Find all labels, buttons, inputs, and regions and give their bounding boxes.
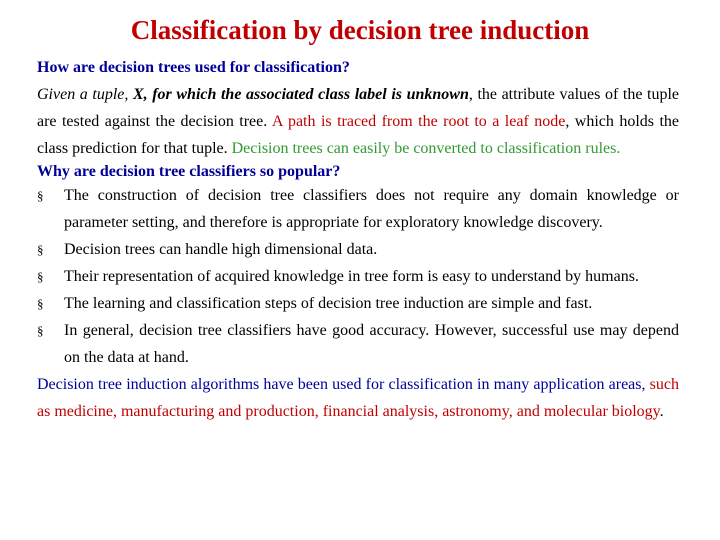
closing-blue: Decision tree induction algorithms have been used for classification in many application areas, [37, 376, 646, 393]
intro-path: A path is traced from the root to a leaf node [271, 113, 566, 130]
square-bullet-icon: § [37, 296, 44, 311]
list-item [37, 236, 679, 263]
question-how-used: How are decision trees used for classification? [37, 59, 350, 76]
reasons-list [37, 182, 679, 371]
bullet-text: The construction of decision tree classifiers does not require any domain knowledge or parameter setting, and therefore is appropriate for exploratory knowledge discovery. [64, 187, 679, 231]
square-bullet-icon: § [37, 323, 44, 338]
closing-end: . [659, 403, 664, 420]
slide-title: Classification by decision tree induction [130, 15, 590, 45]
intro-holds: , which holds the class prediction for that tuple. [37, 113, 679, 157]
question-why-popular: Why are decision tree classifiers so popular? [37, 163, 341, 180]
intro-paragraph [37, 81, 679, 162]
intro-given: Given a tuple, [37, 86, 133, 103]
closing-paragraph [37, 371, 679, 425]
bullet-text: Their representation of acquired knowledge in tree form is easy to understand by humans. [64, 268, 639, 285]
intro-x-phrase: X, for which the associated class label is unknown [132, 86, 469, 103]
list-item [37, 290, 679, 317]
closing-red: such as medicine, manufacturing and production, financial analysis, astronomy, and molecular biology [37, 376, 680, 420]
intro-tested: , the attribute values of the tuple are tested against the decision tree. [37, 86, 679, 130]
intro-convert: Decision trees can easily be converted to classification rules. [231, 140, 621, 157]
square-bullet-icon: § [37, 269, 44, 284]
bullet-text: In general, decision tree classifiers have good accuracy. However, successful use may depend on the data at hand. [64, 322, 679, 366]
bullet-text: The learning and classification steps of decision tree induction are simple and fast. [64, 295, 593, 312]
square-bullet-icon: § [37, 242, 44, 257]
square-bullet-icon: § [37, 188, 44, 203]
bullet-text: Decision trees can handle high dimensional data. [64, 241, 378, 258]
list-item [37, 182, 679, 236]
slide-body [37, 54, 679, 425]
list-item [37, 263, 679, 290]
list-item [37, 317, 679, 371]
